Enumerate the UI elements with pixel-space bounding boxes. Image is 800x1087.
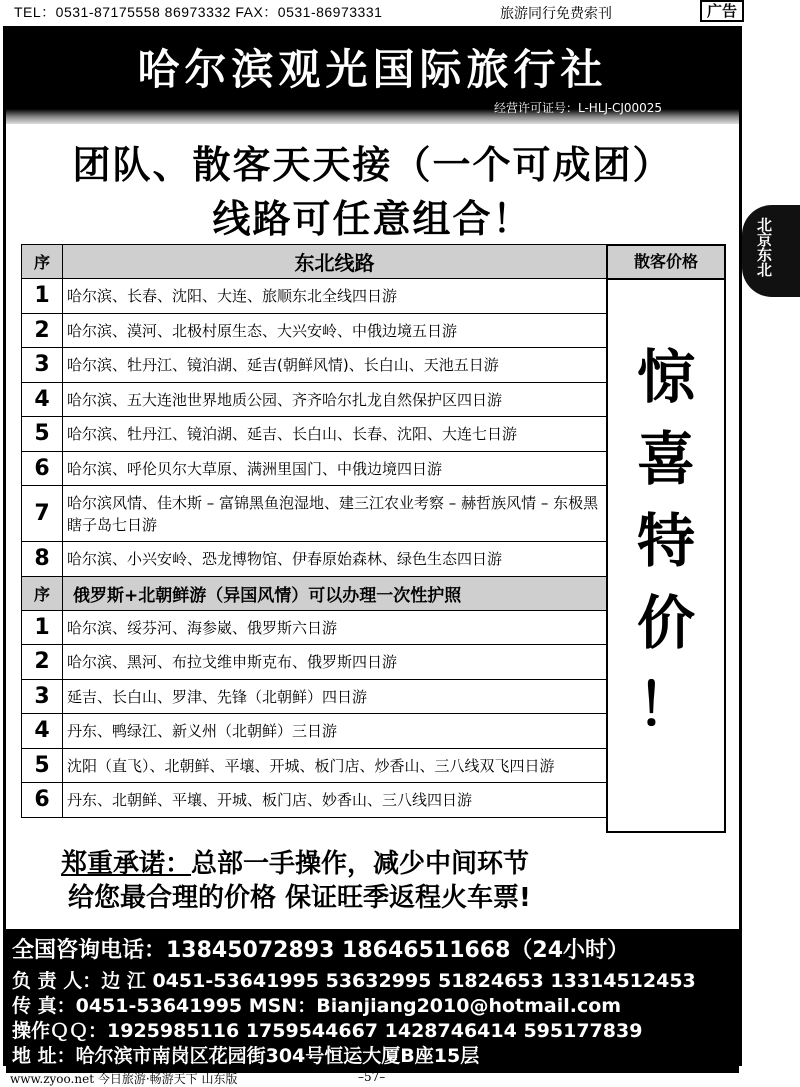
promise-line-1-rest: 总部一手操作，减少中间环节 (191, 849, 530, 879)
route-name: 哈尔滨、小兴安岭、恐龙博物馆、伊春原始森林、绿色生态四日游 (63, 542, 607, 577)
footer-site[interactable]: www.zyoo.net 今日旅游·畅游天下 山东版 (10, 1072, 238, 1086)
surprise-char: ！ (636, 671, 695, 739)
slogan-line-1: 团队、散客天天接（一个可成团） (72, 143, 673, 187)
table-row (22, 679, 607, 714)
route-name: 哈尔滨、牡丹江、镜泊湖、延吉、长白山、长春、沈阳、大连七日游 (63, 417, 607, 452)
route-name: 哈尔滨、漠河、北极村原生态、大兴安岭、中俄边境五日游 (63, 313, 607, 348)
route-name: 哈尔滨风情、佳木斯 – 富锦黑鱼泡湿地、建三江农业考察 – 赫哲族风情 – 东极黑瞎子岛七日游 (63, 486, 607, 542)
route-number: 3 (22, 679, 63, 714)
ad-badge: 广告 (700, 0, 744, 22)
region-side-tab-label: 北京东北 (755, 217, 773, 277)
table-row (22, 451, 607, 486)
table-row (22, 382, 607, 417)
qq-line: 操作ＱＱ：1925985116 1759544667 1428746414 595177839 (12, 1020, 643, 1042)
table-row (22, 348, 607, 383)
hotline[interactable]: 全国咨询电话：13845072893 18646511668（24小时） (12, 938, 630, 963)
route-number: 2 (22, 313, 63, 348)
route-name: 哈尔滨、五大连池世界地质公园、齐齐哈尔扎龙自然保护区四日游 (63, 382, 607, 417)
section-header-northeast (22, 245, 607, 279)
surprise-char: 惊 (636, 343, 695, 411)
table-row (22, 417, 607, 452)
price-column (606, 244, 726, 833)
table-row (22, 645, 607, 680)
promise-line-2: 给您最合理的价格 保证旺季返程火车票! (68, 883, 531, 913)
surprise-char: 价 (636, 589, 695, 657)
price-header: 散客价格 (608, 246, 724, 280)
route-name: 延吉、长白山、罗津、先锋（北朝鲜）四日游 (63, 679, 607, 714)
surprise-char: 喜 (636, 425, 695, 493)
route-number: 1 (22, 279, 63, 314)
fax-msn-line: 传 真：0451-53641995 MSN：Bianjiang2010@hotmail.com (12, 995, 622, 1017)
page-number: –57– (358, 1070, 386, 1084)
section-title-russia-korea: 俄罗斯+北朝鲜游（异国风情）可以办理一次性护照 (63, 576, 607, 610)
section-title-northeast: 东北线路 (63, 245, 607, 279)
route-number: 1 (22, 610, 63, 645)
top-bar (0, 0, 800, 24)
page-footer (0, 1068, 800, 1087)
routes-table (21, 244, 607, 818)
table-row (22, 783, 607, 818)
route-name: 丹东、鸭绿江、新义州（北朝鲜）三日游 (63, 714, 607, 749)
route-name: 哈尔滨、牡丹江、镜泊湖、延吉(朝鲜风情)、长白山、天池五日游 (63, 348, 607, 383)
table-row (22, 542, 607, 577)
route-number: 2 (22, 645, 63, 680)
address-line: 地 址：哈尔滨市南岗区花园街304号恒运大厦B座15层 (12, 1045, 480, 1067)
surprise-char: 特 (636, 507, 695, 575)
table-row (22, 610, 607, 645)
route-name: 哈尔滨、黑河、布拉戈维申斯克布、俄罗斯四日游 (63, 645, 607, 680)
route-number: 4 (22, 714, 63, 749)
table-row (22, 279, 607, 314)
tel-fax-line: TEL：0531-87175558 86973332 FAX：0531-86973331 (14, 4, 383, 20)
route-number: 6 (22, 783, 63, 818)
table-row (22, 486, 607, 542)
route-name: 哈尔滨、绥芬河、海参崴、俄罗斯六日游 (63, 610, 607, 645)
route-number: 5 (22, 748, 63, 783)
slogan (6, 141, 739, 243)
promise-block (6, 847, 739, 915)
route-number: 7 (22, 486, 63, 542)
contact-block (6, 929, 739, 1073)
promise-line-1 (6, 847, 739, 881)
seq-header: 序 (22, 576, 63, 610)
region-side-tab[interactable] (742, 205, 800, 297)
route-number: 5 (22, 417, 63, 452)
free-copy-note: 旅游同行免费索刊 (500, 6, 612, 22)
route-number: 3 (22, 348, 63, 383)
ad-frame (3, 26, 742, 1066)
route-number: 6 (22, 451, 63, 486)
manager-line: 负 责 人：边 江 0451-53641995 53632995 51824653 13314512453 (12, 970, 696, 992)
route-name: 丹东、北朝鲜、平壤、开城、板门店、妙香山、三八线四日游 (63, 783, 607, 818)
table-row (22, 748, 607, 783)
company-name: 哈尔滨观光国际旅行社 (137, 45, 608, 94)
route-number: 8 (22, 542, 63, 577)
route-name: 哈尔滨、呼伦贝尔大草原、满洲里国门、中俄边境四日游 (63, 451, 607, 486)
table-row (22, 313, 607, 348)
route-name: 哈尔滨、长春、沈阳、大连、旅顺东北全线四日游 (63, 279, 607, 314)
section-header-russia-korea (22, 576, 607, 610)
promise-highlight: 郑重承诺： (61, 849, 192, 879)
seq-header: 序 (22, 245, 63, 279)
route-name: 沈阳（直飞）、北朝鲜、平壤、开城、板门店、炒香山、三八线双飞四日游 (63, 748, 607, 783)
slogan-line-2: 线路可任意组合！ (212, 197, 533, 241)
license-number: 经营许可证号：L-HLJ-CJ00025 (494, 101, 663, 115)
table-row (22, 714, 607, 749)
route-number: 4 (22, 382, 63, 417)
company-header (6, 29, 739, 124)
surprise-price-text (608, 336, 724, 746)
